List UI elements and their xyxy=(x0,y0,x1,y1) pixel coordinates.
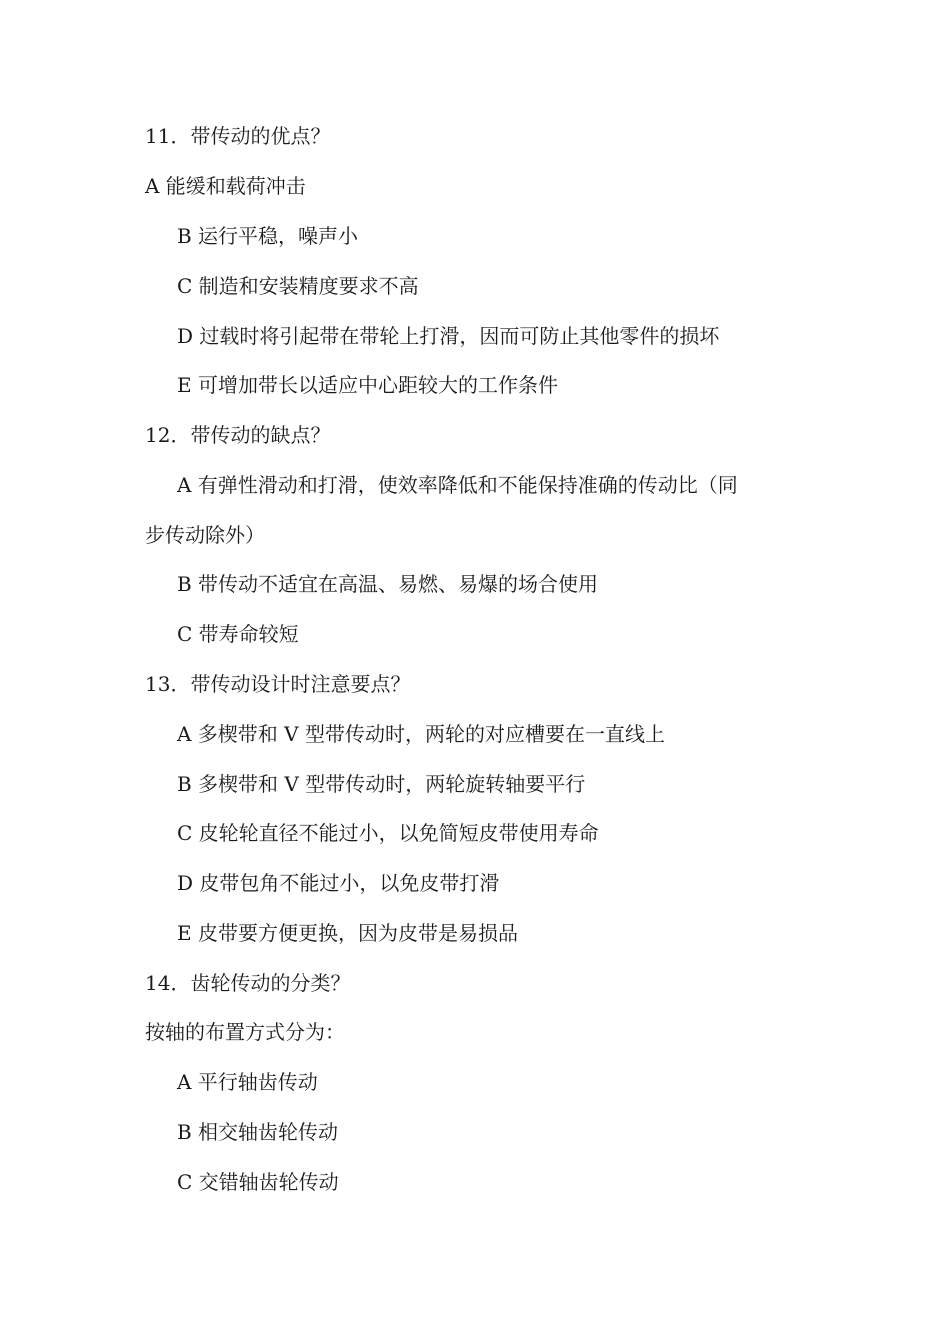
q13-title: 13．带传动设计时注意要点？ xyxy=(145,672,411,696)
q13-option-e: E 皮带要方便更换，因为皮带是易损品 xyxy=(177,921,518,945)
q12-option-a-line1: A 有弹性滑动和打滑，使效率降低和不能保持准确的传动比（同 xyxy=(177,473,738,497)
q11-option-d: D 过载时将引起带在带轮上打滑，因而可防止其他零件的损坏 xyxy=(177,324,720,348)
q12-option-c: C 带寿命较短 xyxy=(177,622,299,646)
q14-option-a: A 平行轴齿传动 xyxy=(177,1070,318,1094)
q13-option-a: A 多楔带和 V 型带传动时，两轮的对应槽要在一直线上 xyxy=(177,722,665,746)
q11-option-e: E 可增加带长以适应中心距较大的工作条件 xyxy=(177,373,558,397)
q13-option-c: C 皮轮轮直径不能过小，以免简短皮带使用寿命 xyxy=(177,821,599,845)
q14-title: 14．齿轮传动的分类？ xyxy=(145,971,351,995)
q12-option-b: B 带传动不适宜在高温、易燃、易爆的场合使用 xyxy=(177,572,599,596)
q11-title: 11．带传动的优点？ xyxy=(145,124,331,148)
q14-option-b: B 相交轴齿轮传动 xyxy=(177,1120,339,1144)
q11-option-b: B 运行平稳，噪声小 xyxy=(177,224,359,248)
q12-title: 12．带传动的缺点？ xyxy=(145,423,331,447)
q11-option-a: A 能缓和载荷冲击 xyxy=(145,174,306,198)
q11-option-c: C 制造和安装精度要求不高 xyxy=(177,274,419,298)
q12-option-a-line2: 步传动除外） xyxy=(145,523,265,547)
q13-option-d: D 皮带包角不能过小，以免皮带打滑 xyxy=(177,871,500,895)
q14-option-c: C 交错轴齿轮传动 xyxy=(177,1170,339,1194)
q14-intro: 按轴的布置方式分为： xyxy=(145,1020,345,1044)
q13-option-b: B 多楔带和 V 型带传动时，两轮旋转轴要平行 xyxy=(177,772,586,796)
